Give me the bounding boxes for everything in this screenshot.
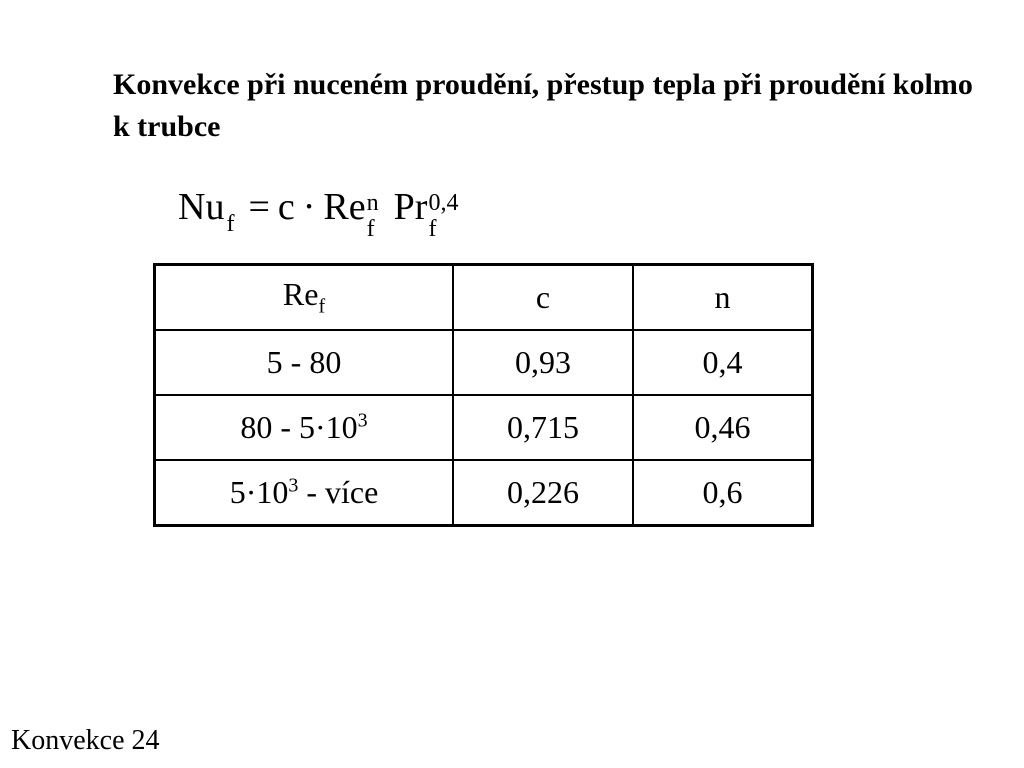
row-c: 0,715 <box>453 395 633 460</box>
coefficient-table <box>153 263 814 527</box>
header-reynolds-subscript: f <box>318 295 326 318</box>
slide-footer: Konvekce 24 <box>11 725 160 756</box>
table-header-row <box>155 265 813 331</box>
row-range-text: 5 - 80 <box>266 344 342 380</box>
formula-equals: = <box>248 186 270 228</box>
row-n: 0,6 <box>633 460 813 526</box>
row-range-text: 5·10 <box>229 474 289 510</box>
header-n: n <box>633 265 813 331</box>
formula-pr: Pr <box>393 186 428 228</box>
row-range-text: 80 - 5·10 <box>240 409 358 445</box>
row-range <box>155 330 454 395</box>
row-range-exponent: 3 <box>288 474 299 497</box>
formula-pr-indices <box>427 182 471 242</box>
formula-pr-subscript: f <box>428 216 437 242</box>
formula-re-indices <box>366 182 380 242</box>
header-reynolds-base: Re <box>282 276 319 313</box>
row-c: 0,93 <box>453 330 633 395</box>
header-c: c <box>453 265 633 331</box>
formula-nu-subscript: f <box>226 211 235 237</box>
formula-re-exponent: n <box>366 190 379 216</box>
row-range <box>155 395 454 460</box>
row-range <box>155 460 454 526</box>
nusselt-formula <box>178 182 471 242</box>
row-range-exponent: 3 <box>357 409 368 432</box>
slide-title: Konvekce při nuceném proudění, přestup tepla při proudění kolmo k trubce <box>113 68 973 143</box>
table-row <box>155 395 813 460</box>
row-c: 0,226 <box>453 460 633 526</box>
formula-pr-exponent: 0,4 <box>428 190 459 216</box>
row-n: 0,4 <box>633 330 813 395</box>
formula-nu: Nu <box>178 186 225 228</box>
table-row <box>155 330 813 395</box>
formula-re-subscript: f <box>366 216 375 242</box>
row-n: 0,46 <box>633 395 813 460</box>
formula-c: c <box>277 186 295 228</box>
row-range-suffix: - více <box>298 474 379 510</box>
table-row <box>155 460 813 526</box>
formula-dot: · <box>302 186 316 228</box>
formula-re: Re <box>323 186 366 228</box>
header-reynolds <box>155 265 454 331</box>
